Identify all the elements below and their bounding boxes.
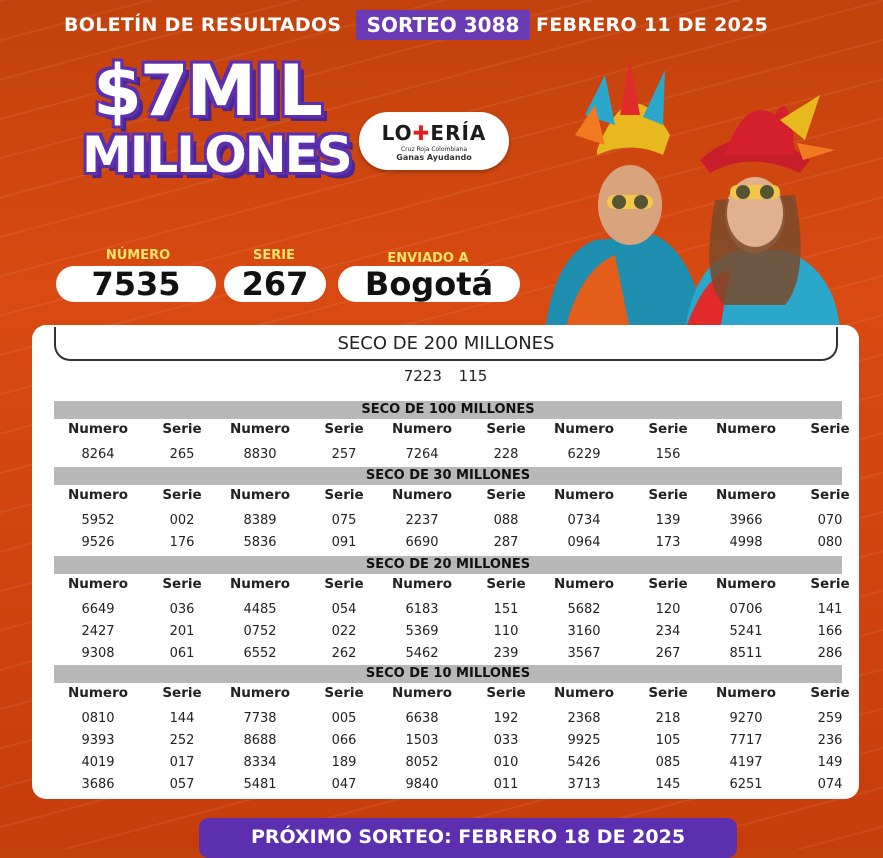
result-number: 6649 [81, 602, 115, 617]
result-serie: 080 [817, 535, 843, 550]
result-number: 8334 [243, 755, 277, 770]
result-serie: 011 [493, 777, 519, 792]
next-draw-banner: PRÓXIMO SORTEO: FEBRERO 18 DE 2025 [199, 818, 737, 858]
column-header: Serie [162, 487, 202, 503]
result-serie: 156 [655, 447, 681, 462]
result-number: 5426 [567, 755, 601, 770]
column-header: Numero [391, 421, 453, 437]
main-prize-result [32, 367, 859, 385]
result-number: 5952 [81, 513, 115, 528]
result-number: 0734 [567, 513, 601, 528]
jackpot-line-1: $7MIL [93, 50, 321, 132]
column-header: Serie [324, 487, 364, 503]
column-header-row [54, 421, 850, 441]
result-serie: 218 [655, 711, 681, 726]
result-number: 9270 [729, 711, 763, 726]
column-header: Numero [715, 487, 777, 503]
result-serie: 228 [493, 447, 519, 462]
result-serie: 054 [331, 602, 357, 617]
column-header: Numero [67, 421, 129, 437]
carnival-couple-image [535, 55, 855, 330]
main-prize-serie: 115 [458, 367, 488, 385]
column-header: Numero [553, 685, 615, 701]
result-number: 5241 [729, 624, 763, 639]
result-serie: 047 [331, 777, 357, 792]
result-number: 9308 [81, 646, 115, 661]
result-number: 5369 [405, 624, 439, 639]
result-serie: 120 [655, 602, 681, 617]
result-number: 3567 [567, 646, 601, 661]
logo-slogan: Ganas Ayudando [396, 153, 472, 162]
result-serie: 074 [817, 777, 843, 792]
column-header: Numero [67, 685, 129, 701]
column-header: Serie [648, 576, 688, 592]
result-serie: 002 [169, 513, 195, 528]
result-serie: 151 [493, 602, 519, 617]
result-number: 4019 [81, 755, 115, 770]
result-serie: 010 [493, 755, 519, 770]
result-serie: 252 [169, 733, 195, 748]
result-number: 0964 [567, 535, 601, 550]
result-serie: 085 [655, 755, 681, 770]
column-header: Numero [391, 487, 453, 503]
column-header: Serie [324, 576, 364, 592]
result-number: 0706 [729, 602, 763, 617]
result-number: 9526 [81, 535, 115, 550]
column-header: Serie [324, 421, 364, 437]
column-header: Serie [162, 685, 202, 701]
result-number: 6251 [729, 777, 763, 792]
result-serie: 173 [655, 535, 681, 550]
result-number: 0810 [81, 711, 115, 726]
column-header: Serie [648, 421, 688, 437]
result-serie: 091 [331, 535, 357, 550]
result-number: 0752 [243, 624, 277, 639]
main-prize-number: 7223 [403, 367, 442, 385]
result-serie: 192 [493, 711, 519, 726]
section-title: SECO DE 30 MILLONES [54, 467, 842, 485]
result-serie: 088 [493, 513, 519, 528]
section-title: SECO DE 100 MILLONES [54, 401, 842, 419]
result-number: 6229 [567, 447, 601, 462]
result-serie: 057 [169, 777, 195, 792]
enviado-label: ENVIADO A [387, 251, 469, 266]
column-header: Numero [229, 576, 291, 592]
column-header: Numero [715, 421, 777, 437]
result-number: 4485 [243, 602, 277, 617]
table-row [54, 646, 842, 666]
result-number: 7738 [243, 711, 277, 726]
result-number: 5481 [243, 777, 277, 792]
table-row [54, 447, 842, 467]
winning-number: 7535 [56, 266, 216, 302]
column-header: Numero [391, 685, 453, 701]
column-header: Numero [715, 685, 777, 701]
logo-subtitle: Cruz Roja Colombiana [400, 146, 467, 153]
column-header: Numero [715, 576, 777, 592]
result-serie: 033 [493, 733, 519, 748]
result-serie: 265 [169, 447, 195, 462]
loteria-logo [359, 112, 509, 170]
result-serie: 005 [331, 711, 357, 726]
winning-serie: 267 [224, 266, 326, 302]
result-serie: 066 [331, 733, 357, 748]
column-header: Serie [648, 685, 688, 701]
result-number: 3966 [729, 513, 763, 528]
column-header: Serie [810, 576, 850, 592]
result-number: 6552 [243, 646, 277, 661]
result-serie: 189 [331, 755, 357, 770]
result-serie: 075 [331, 513, 357, 528]
red-cross-icon: ✚ [412, 121, 431, 145]
result-serie: 286 [817, 646, 843, 661]
result-serie: 267 [655, 646, 681, 661]
result-serie: 166 [817, 624, 843, 639]
column-header-row [54, 487, 850, 507]
column-header: Serie [486, 421, 526, 437]
table-row [54, 535, 842, 555]
result-serie: 145 [655, 777, 681, 792]
result-serie: 259 [817, 711, 843, 726]
jackpot-line-2: MILLONES [82, 126, 351, 184]
draw-date: FEBRERO 11 DE 2025 [536, 14, 769, 36]
column-header: Numero [229, 685, 291, 701]
result-number: 9840 [405, 777, 439, 792]
result-serie: 017 [169, 755, 195, 770]
column-header: Serie [648, 487, 688, 503]
header-bar [0, 10, 883, 40]
result-number: 2237 [405, 513, 439, 528]
result-serie: 236 [817, 733, 843, 748]
bulletin-title: BOLETÍN DE RESULTADOS [64, 14, 342, 36]
result-number: 3160 [567, 624, 601, 639]
result-number: 6183 [405, 602, 439, 617]
result-number: 8052 [405, 755, 439, 770]
column-header: Numero [553, 421, 615, 437]
column-header: Serie [486, 685, 526, 701]
column-header: Serie [810, 421, 850, 437]
column-header: Serie [162, 576, 202, 592]
result-number: 7717 [729, 733, 763, 748]
result-number: 3686 [81, 777, 115, 792]
jackpot-amount [82, 50, 351, 184]
column-header: Numero [67, 576, 129, 592]
result-number: 6638 [405, 711, 439, 726]
result-number: 6690 [405, 535, 439, 550]
result-serie: 262 [331, 646, 357, 661]
column-header: Numero [553, 487, 615, 503]
result-number: 9925 [567, 733, 601, 748]
result-serie: 149 [817, 755, 843, 770]
serie-label: SERIE [253, 248, 295, 263]
table-row [54, 602, 842, 622]
result-serie: 070 [817, 513, 843, 528]
table-row [54, 777, 842, 797]
result-number: 5462 [405, 646, 439, 661]
result-number: 2427 [81, 624, 115, 639]
result-number: 2368 [567, 711, 601, 726]
result-serie: 234 [655, 624, 681, 639]
result-number: 4197 [729, 755, 763, 770]
draw-number-badge: SORTEO 3088 [356, 10, 530, 40]
main-prize-title: SECO DE 200 MILLONES [54, 327, 838, 361]
column-header: Numero [67, 487, 129, 503]
section-title: SECO DE 10 MILLONES [54, 665, 842, 683]
result-number: 9393 [81, 733, 115, 748]
column-header: Numero [229, 487, 291, 503]
table-row [54, 733, 842, 753]
result-serie: 144 [169, 711, 195, 726]
result-serie: 287 [493, 535, 519, 550]
result-number: 7264 [405, 447, 439, 462]
result-serie: 141 [817, 602, 843, 617]
column-header: Serie [810, 685, 850, 701]
result-serie: 201 [169, 624, 195, 639]
column-header: Numero [229, 421, 291, 437]
result-number: 8264 [81, 447, 115, 462]
result-number: 1503 [405, 733, 439, 748]
column-header-row [54, 685, 850, 705]
result-number: 8511 [729, 646, 763, 661]
result-number: 8830 [243, 447, 277, 462]
result-serie: 036 [169, 602, 195, 617]
numero-label: NÚMERO [105, 248, 171, 263]
column-header: Serie [162, 421, 202, 437]
result-number: 5682 [567, 602, 601, 617]
results-card [32, 325, 859, 799]
column-header: Serie [810, 487, 850, 503]
logo-word-left: LO [381, 121, 413, 145]
result-serie: 139 [655, 513, 681, 528]
column-header-row [54, 576, 850, 596]
column-header: Numero [391, 576, 453, 592]
result-serie: 239 [493, 646, 519, 661]
result-number: 4998 [729, 535, 763, 550]
table-row [54, 624, 842, 644]
result-serie: 176 [169, 535, 195, 550]
result-number: 3713 [567, 777, 601, 792]
column-header: Numero [553, 576, 615, 592]
result-number: 5836 [243, 535, 277, 550]
table-row [54, 755, 842, 775]
result-serie: 061 [169, 646, 195, 661]
sent-to-city: Bogotá [338, 266, 520, 302]
table-row [54, 513, 842, 533]
result-serie: 110 [493, 624, 519, 639]
result-number: 8688 [243, 733, 277, 748]
result-serie: 022 [331, 624, 357, 639]
result-serie: 257 [331, 447, 357, 462]
result-serie: 105 [655, 733, 681, 748]
logo-word-right: ERÍA [430, 121, 487, 145]
column-header: Serie [324, 685, 364, 701]
column-header: Serie [486, 576, 526, 592]
table-row [54, 711, 842, 731]
result-number: 8389 [243, 513, 277, 528]
column-header: Serie [486, 487, 526, 503]
section-title: SECO DE 20 MILLONES [54, 556, 842, 574]
